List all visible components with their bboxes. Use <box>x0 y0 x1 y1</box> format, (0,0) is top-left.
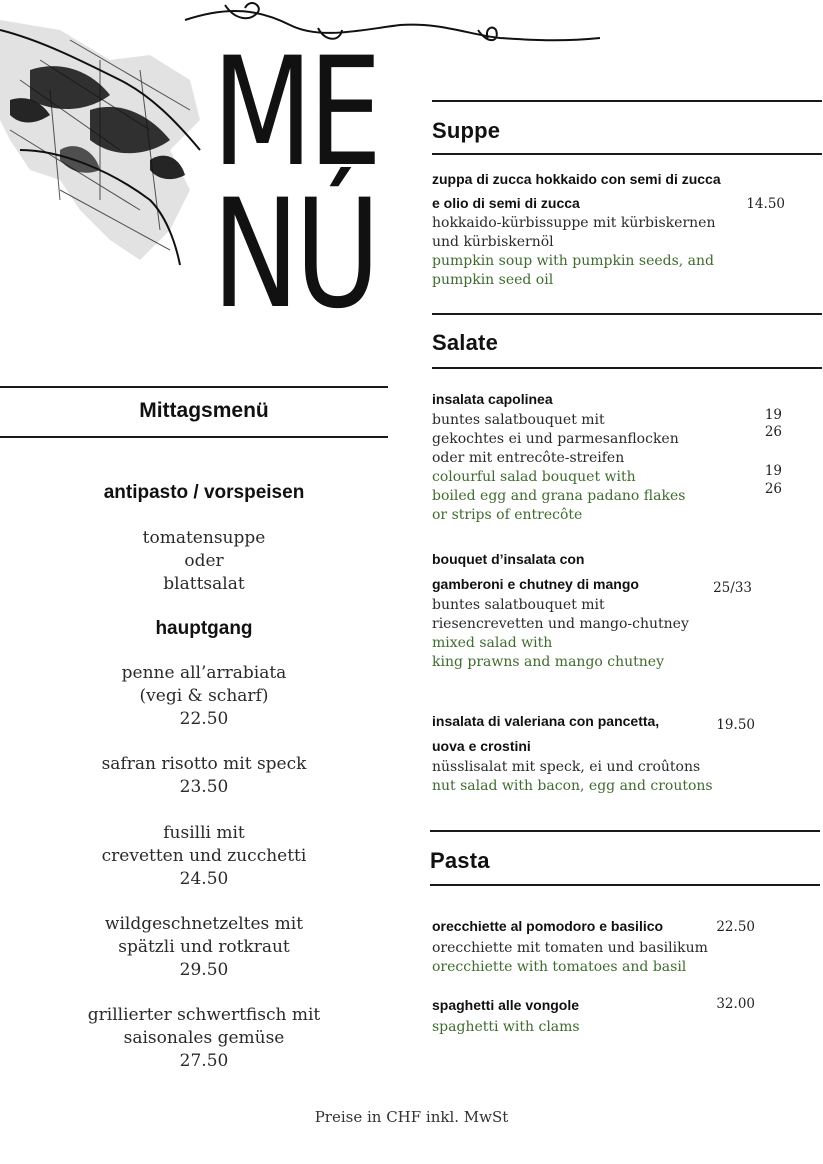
suppe-rule-bottom <box>432 153 822 155</box>
dish-name: gamberoni e chutney di mango <box>432 576 639 592</box>
pasta-rule-bottom <box>430 884 820 886</box>
dish-description-de: buntes salatbouquet mit <box>432 412 605 428</box>
dish-description-en: nut salad with bacon, egg and croutons <box>432 778 713 794</box>
main-dish-line: safran risotto mit speck <box>101 754 307 774</box>
salate-rule-top <box>432 313 822 315</box>
starter-line: blattsalat <box>163 574 245 594</box>
suppe-rule-top <box>432 100 822 102</box>
dish-description-en: spaghetti with clams <box>432 1019 580 1035</box>
dish-description-de: orecchiette mit tomaten und basilikum <box>432 940 708 956</box>
dish-description-en: orecchiette with tomatoes and basil <box>432 959 687 975</box>
pasta-rule-top <box>430 830 820 832</box>
dish-price: 32.00 <box>716 996 755 1012</box>
dish-price: 26 <box>764 424 782 440</box>
main-dish-line: crevetten und zucchetti <box>101 846 307 866</box>
dish-name: uova e crostini <box>432 738 531 754</box>
main-dish-line: spätzli und rotkraut <box>118 937 290 957</box>
dish-description-de: buntes salatbouquet mit <box>432 597 605 613</box>
main-dish-line: fusilli mit <box>163 823 245 843</box>
main-dish-line: grillierter schwertfisch mit <box>87 1005 321 1025</box>
dish-name: e olio di semi di zucca <box>432 195 580 211</box>
dish-description-de: hokkaido-kürbissuppe mit kürbiskernen <box>432 215 716 231</box>
section-heading-suppe: Suppe <box>432 118 501 143</box>
salate-rule-bottom <box>432 367 822 369</box>
lunch-heading: Mittagsmenü <box>139 399 269 422</box>
dish-description-de: riesencrevetten und mango-chutney <box>432 616 689 632</box>
dish-description-en: pumpkin soup with pumpkin seeds, and <box>432 253 715 269</box>
dish-description-de: und kürbiskernöl <box>432 234 554 250</box>
dish-description-de: oder mit entrecôte-streifen <box>432 450 625 466</box>
lunch-rule-top <box>0 386 388 388</box>
dish-description-en: or strips of entrecôte <box>432 507 583 523</box>
lunch-rule-bottom <box>0 436 388 438</box>
dish-description-en: pumpkin seed oil <box>432 272 554 288</box>
main-dish-line: (vegi & scharf) <box>139 686 269 706</box>
main-dish-price: 22.50 <box>179 709 229 729</box>
section-heading-salate: Salate <box>432 330 499 355</box>
dish-price: 26 <box>764 481 782 497</box>
dish-description-en: colourful salad bouquet with <box>432 469 636 485</box>
menu-title-line1: ME <box>212 26 378 200</box>
dish-name: zuppa di zucca hokkaido con semi di zucca <box>432 171 721 187</box>
dish-name: insalata capolinea <box>432 391 553 407</box>
dish-name: orecchiette al pomodoro e basilico <box>432 918 664 934</box>
main-dish-price: 27.50 <box>179 1051 229 1071</box>
dish-name: spaghetti alle vongole <box>432 997 580 1013</box>
dish-name: bouquet d’insalata con <box>432 551 585 567</box>
main-dish-line: wildgeschnetzeltes mit <box>104 914 304 934</box>
price-note: Preise in CHF inkl. MwSt <box>314 1108 509 1126</box>
dish-price: 19.50 <box>716 717 755 733</box>
starter-line: oder <box>184 551 224 571</box>
main-dish-line: penne all’arrabiata <box>121 663 287 683</box>
dish-description-en: boiled egg and grana padano flakes <box>432 488 686 504</box>
dish-price: 22.50 <box>716 919 755 935</box>
main-heading: hauptgang <box>155 618 253 639</box>
dish-description-en: king prawns and mango chutney <box>432 654 664 670</box>
dish-description-de: gekochtes ei und parmesanflocken <box>432 431 679 447</box>
starter-line: tomatensuppe <box>142 528 266 548</box>
starter-heading: antipasto / vorspeisen <box>103 482 305 503</box>
main-dish-price: 29.50 <box>179 960 229 980</box>
menu-title-line2: NÚ <box>212 168 376 342</box>
main-dish-price: 24.50 <box>179 869 229 889</box>
main-dish-price: 23.50 <box>179 777 229 797</box>
main-dish-line: saisonales gemüse <box>123 1028 285 1048</box>
dish-price: 19 <box>764 463 782 479</box>
section-heading-pasta: Pasta <box>430 848 490 873</box>
dish-price: 19 <box>764 407 782 423</box>
dish-description-en: mixed salad with <box>432 635 553 651</box>
dish-price: 14.50 <box>746 196 785 212</box>
dish-name: insalata di valeriana con pancetta, <box>432 713 660 729</box>
dish-description-de: nüsslisalat mit speck, ei und croûtons <box>432 759 701 775</box>
dish-price: 25/33 <box>713 580 752 596</box>
